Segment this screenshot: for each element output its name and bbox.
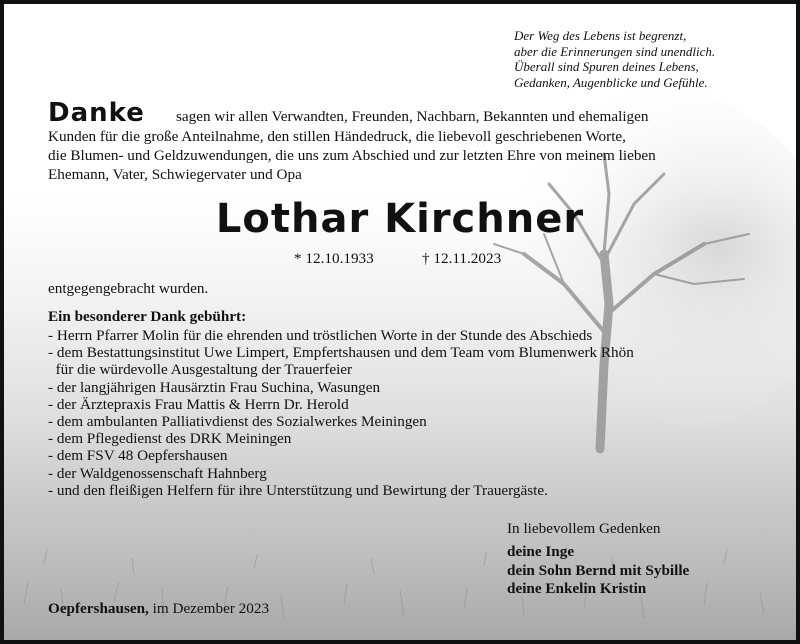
place: Oepfershausen, [48, 600, 149, 617]
list-item: - dem ambulanten Palliativdienst des Sozialwerkes Meiningen [48, 413, 427, 431]
death-date: † 12.11.2023 [422, 250, 502, 267]
list-item: - Herrn Pfarrer Molin für die ehrenden und tröstlichen Worte in der Stunde des Abschieds [48, 327, 593, 344]
place-date [48, 600, 269, 618]
list-item: für die würdevolle Ausgestaltung der Trauerfeier [48, 361, 353, 379]
thanks-text-line: die Blumen- und Geldzuwendungen, die uns zum Abschied und zur letzten Ehre von meinem lieben [48, 147, 656, 164]
list-item: - der Waldgenossenschaft Hahnberg [48, 464, 267, 482]
list-item: - dem FSV 48 Oepfershausen [48, 447, 228, 465]
special-thanks-heading: Ein besonderer Dank gebührt: [48, 308, 247, 325]
poem-line: aber die Erinnerungen sind unendlich. [514, 43, 716, 59]
danke-heading: Danke [48, 98, 145, 128]
date: im Dezember 2023 [152, 600, 270, 617]
thanks-text-line: sagen wir allen Verwandten, Freunden, Nachbarn, Bekannten und ehemaligen [176, 108, 649, 125]
poem-line: Der Weg des Lebens ist begrenzt, [514, 28, 687, 43]
signer: deine Inge [507, 543, 575, 560]
thanks-text-ending: entgegengebracht wurden. [48, 280, 209, 297]
birth-date: * 12.10.1933 [294, 250, 374, 267]
list-item: - und den fleißigen Helfern für ihre Unterstützung und Bewirtung der Trauergäste. [48, 481, 548, 499]
deceased-name: Lothar Kirchner [215, 196, 585, 242]
poem-line: Gedanken, Augenblicke und Gefühle. [514, 74, 708, 90]
special-thanks-list [48, 327, 634, 499]
signer: dein Sohn Bernd mit Sybille [507, 561, 690, 579]
list-item: - dem Pflegedienst des DRK Meiningen [48, 430, 292, 448]
poem [514, 28, 715, 90]
list-item: - der Ärztepraxis Frau Mattis & Herrn Dr. Herold [48, 395, 349, 413]
poem-line: Überall sind Spuren deines Lebens, [514, 59, 699, 74]
signer: deine Enkelin Kristin [507, 580, 647, 597]
thanks-text-line: Kunden für die große Anteilnahme, den stillen Händedruck, die liebevoll geschriebenen Worte, [48, 128, 626, 145]
thanks-text-line: Ehemann, Vater, Schwiegervater und Opa [48, 166, 302, 183]
list-item: - dem Bestattungsinstitut Uwe Limpert, Empfertshausen und dem Team vom Blumenwerk Rhön [48, 344, 634, 362]
closing-phrase: In liebevollem Gedenken [507, 520, 661, 537]
list-item: - der langjährigen Hausärztin Frau Suchina, Wasungen [48, 378, 381, 396]
signers [507, 543, 689, 599]
